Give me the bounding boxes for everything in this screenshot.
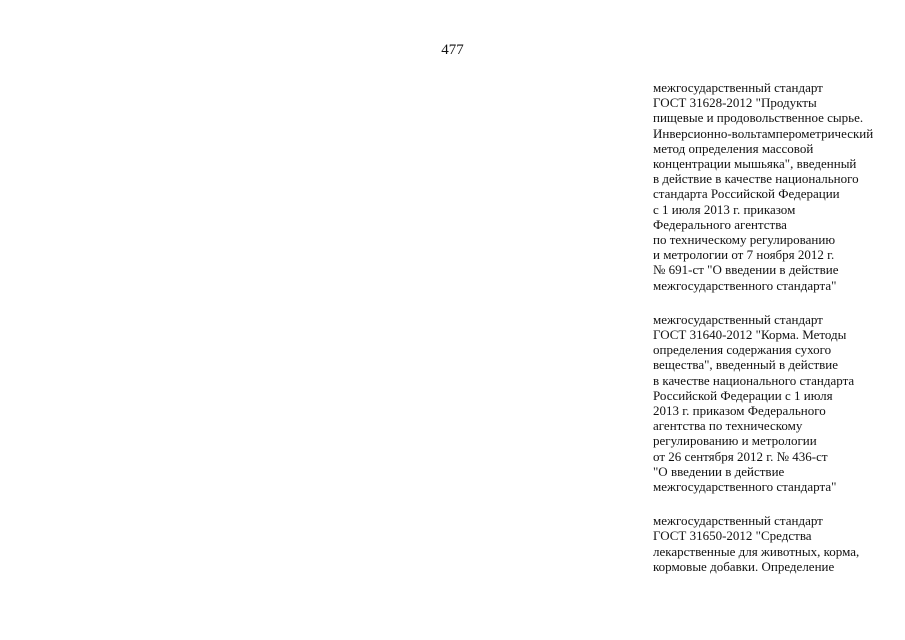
text-line: и метрологии от 7 ноября 2012 г. — [653, 247, 835, 263]
text-line: в качестве национального стандарта — [653, 372, 855, 388]
text-line: "О введении в действие — [653, 463, 785, 479]
text-line: межгосударственный стандарт — [653, 80, 823, 95]
text-line: вещества", введенный в действие — [653, 357, 839, 373]
text-line: агентства по техническому — [653, 418, 803, 434]
text-line: метод определения массовой — [653, 140, 814, 156]
text-line: в действие в качестве национального — [653, 171, 859, 187]
text-line: с 1 июля 2013 г. приказом — [653, 201, 796, 217]
text-line: Инверсионно-вольтамперометрический — [653, 125, 874, 141]
text-line: межгосударственный стандарт — [653, 311, 823, 327]
text-line: Российской Федерации с 1 июля — [653, 387, 833, 403]
text-line: концентрации мышьяка", введенный — [653, 156, 857, 172]
text-column — [653, 80, 898, 593]
standard-entry — [653, 80, 898, 293]
standard-entry — [653, 513, 898, 574]
text-line: межгосударственный стандарт — [653, 513, 823, 529]
text-line: от 26 сентября 2012 г. № 436-ст — [653, 448, 828, 464]
text-line: лекарственные для животных, корма, — [653, 543, 860, 559]
text-line: № 691-ст "О введении в действие — [653, 262, 839, 278]
text-line: Федерального агентства — [653, 216, 787, 232]
text-line: пищевые и продовольственное сырье. — [653, 110, 864, 126]
page-number: 477 — [441, 42, 464, 58]
text-line: стандарта Российской Федерации — [653, 186, 840, 202]
text-line: кормовые добавки. Определение — [653, 558, 835, 574]
standard-entry — [653, 312, 898, 494]
text-line: межгосударственного стандарта" — [653, 479, 837, 495]
text-line: ГОСТ 31650-2012 "Средства — [653, 528, 812, 544]
text-line: по техническому регулированию — [653, 232, 836, 248]
text-line: ГОСТ 31628-2012 "Продукты — [653, 95, 817, 111]
text-line: 2013 г. приказом Федерального — [653, 403, 826, 419]
text-line: определения содержания сухого — [653, 342, 832, 358]
text-line: ГОСТ 31640-2012 "Корма. Методы — [653, 327, 847, 343]
text-line: регулированию и метрологии — [653, 433, 817, 449]
text-line: межгосударственного стандарта" — [653, 277, 837, 293]
